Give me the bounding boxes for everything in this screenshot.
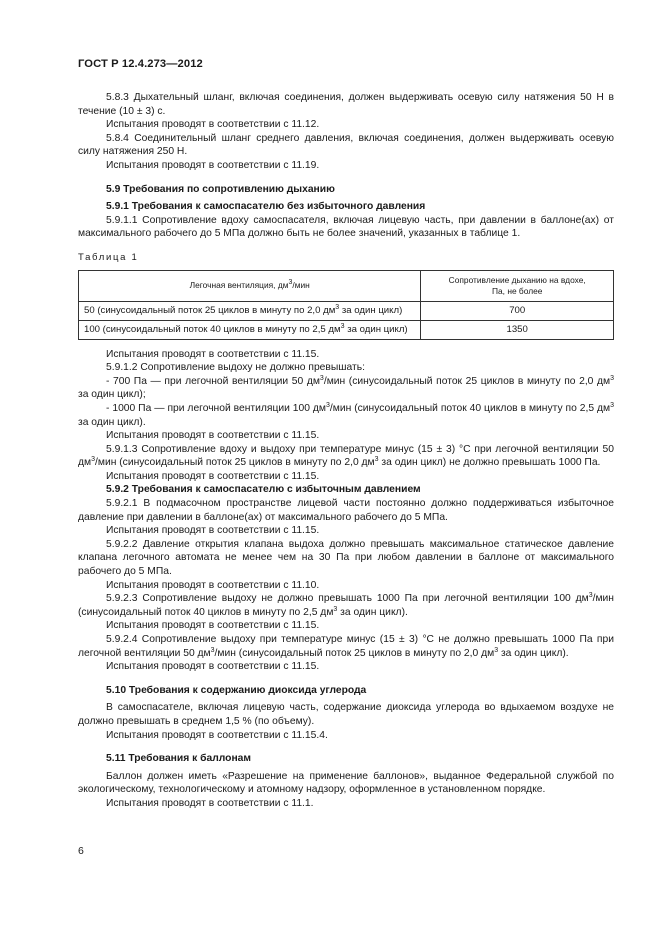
section-heading-5-10: 5.10 Требования к содержанию диоксида углерода [106, 684, 367, 696]
table-header-row [79, 270, 614, 301]
subsection-heading-5-9-1: 5.9.1 Требования к самоспасателю без избыточного давления [106, 201, 426, 213]
table-cell-ventilation: 100 (синусоидальный поток 40 циклов в минуту по 2,5 $дм^3$ за один цикл) [79, 320, 421, 339]
paragraph-5-8-3: 5.8.3 Дыхательный шланг, включая соединения, должен выдерживать осевую силу натяжения 50 Н в течение (10 ± 3) с. [78, 92, 614, 117]
paragraph-5-8-4: 5.8.4 Соединительный шланг среднего давления, включая соединения, должен выдерживать осевую силу натяжения 250 Н. [78, 132, 614, 158]
test-reference: Испытания проводят в соответствии с 11.15. [106, 470, 320, 482]
test-reference: Испытания проводят в соответствии с 11.15. [106, 620, 320, 632]
list-item: - 1000 Па — при легочной вентиляции 100 $дм^3$/мин (синусоидальный поток 40 циклов в минуту по 2,5 $дм^3$ за один цикл). [78, 401, 614, 428]
paragraph-5-11: Баллон должен иметь «Разрешение на применение баллонов», выданное Федеральной службой по экологическому, технологическому и атомному надзору, оформленное в установленном порядке. [78, 770, 614, 796]
document-body [78, 91, 614, 811]
list-item: - 700 Па — при легочной вентиляции 50 $дм^3$/мин (синусоидальный поток 25 циклов в минуту по 2,0 $дм^3$ за один цикл); [78, 374, 614, 401]
table-cell-ventilation: 50 (синусоидальный поток 25 циклов в минуту по 2,0 $дм^3$ за один цикл) [79, 301, 421, 320]
test-reference: Испытания проводят в соответствии с 11.15. [106, 430, 320, 442]
section-heading-5-11: 5.11 Требования к баллонам [106, 753, 252, 765]
table-header-resistance: Сопротивление дыханию на вдохе, Па, не более [421, 270, 614, 301]
paragraph-5-10: В самоспасателе, включая лицевую часть, содержание диоксида углерода во вдыхаемом воздухе не должно превышать в среднем 1,5 % (по объему). [78, 702, 614, 727]
test-reference: Испытания проводят в соответствии с 11.15. [106, 661, 320, 673]
table-header-ventilation: Легочная вентиляция, $дм^3$/мин [79, 270, 421, 301]
table-cell-resistance: 700 [421, 301, 614, 320]
test-reference: Испытания проводят в соответствии с 11.15. [106, 348, 320, 360]
subsection-heading-5-9-2: 5.9.2 Требования к самоспасателю с избыточным давлением [106, 484, 421, 496]
table-row [79, 301, 614, 320]
table-1 [78, 270, 614, 340]
test-reference: Испытания проводят в соответствии с 11.12. [106, 119, 320, 131]
table-cell-resistance: 1350 [421, 320, 614, 339]
table-row [79, 320, 614, 339]
test-reference: Испытания проводят в соответствии с 11.15. [106, 525, 320, 537]
test-reference: Испытания проводят в соответствии с 11.10. [106, 579, 320, 591]
paragraph-5-9-2-4: 5.9.2.4 Сопротивление выдоху при температуре минус (15 ± 3) °С не должно превышать 1000 Па при легочной вентиляции 50 $дм^3$/мин (синусоидальный поток 25 циклов в минуту по 2,0 $дм^3$ за один цикл). [78, 634, 614, 659]
paragraph-5-9-1-2: 5.9.1.2 Сопротивление выдоху не должно превышать: [106, 362, 365, 374]
document-header: ГОСТ Р 12.4.273—2012 [78, 58, 203, 70]
paragraph-5-9-2-2: 5.9.2.2 Давление открытия клапана выдоха должно превышать максимальное статическое давление клапана легочного автомата не менее чем на 30 Па при любом давлении в баллоне от максимального рабочего до 5 МПа. [78, 538, 614, 578]
paragraph-5-9-2-1: 5.9.2.1 В подмасочном пространстве лицевой части постоянно должно поддерживаться избыточное давление при давлении в баллоне(ах) от максимального рабочего до 5 МПа. [78, 498, 614, 523]
test-reference: Испытания проводят в соответствии с 11.19. [106, 159, 320, 171]
paragraph-5-9-1-1: 5.9.1.1 Сопротивление вдоху самоспасателя, включая лицевую часть, при давлении в баллоне(ах) от максимального рабочего до 5 МПа должно быть не более значений, указанных в таблице 1. [78, 214, 614, 240]
section-heading-5-9: 5.9 Требования по сопротивлению дыханию [106, 183, 335, 195]
test-reference: Испытания проводят в соответствии с 11.1. [106, 797, 314, 809]
paragraph-5-9-1-3: 5.9.1.3 Сопротивление вдоху и выдоху при температуре минус (15 ± 3) °С при легочной вентиляции 50 $дм^3$/мин (синусоидальный поток 25 циклов в минуту по 2,0 $дм^3$ за один цикл) не должно превышать 1000 Па. [78, 443, 614, 469]
table-caption: Таблица 1 [78, 251, 139, 263]
page-number: 6 [78, 845, 84, 857]
test-reference: Испытания проводят в соответствии с 11.15.4. [106, 729, 328, 741]
paragraph-5-9-2-3: 5.9.2.3 Сопротивление выдоху не должно превышать 1000 Па при легочной вентиляции 100 $дм^3$/мин (синусоидальный поток 40 циклов в минуту по 2,5 $дм^3$ за один цикл). [78, 592, 614, 618]
